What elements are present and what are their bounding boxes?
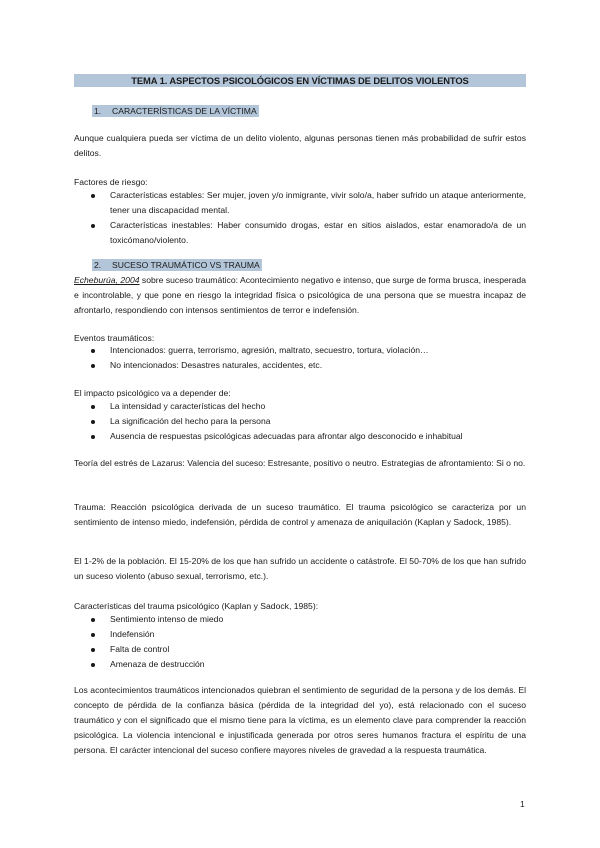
impact-list <box>74 399 526 444</box>
list-item: Ausencia de respuestas psicológicas adecuadas para afrontar algo desconocido e inhabitual <box>74 429 526 444</box>
list-item: Características inestables: Haber consumido drogas, estar en sitios aislados, estar enamorado/a de un toxicómano/violento. <box>74 218 526 248</box>
list-item: La intensidad y características del hecho <box>74 399 526 414</box>
bullet-icon <box>91 420 95 424</box>
events-list <box>74 343 526 373</box>
lazarus-theory: Teoría del estrés de Lazarus: Valencia del suceso: Estresante, positivo o neutro. Estrategias de afrontamiento: Si o no. <box>74 458 526 468</box>
list-item: Características estables: Ser mujer, joven y/o inmigrante, vivir solo/a, haber sufrido un ataque anteriormente, tener una discapacidad mental. <box>74 188 526 218</box>
author-citation: Echeburúa, 2004 <box>74 275 140 285</box>
bullet-icon <box>91 349 95 353</box>
bullet-icon <box>91 648 95 652</box>
list-item: La significación del hecho para la persona <box>74 414 526 429</box>
page-number: 1 <box>520 799 525 809</box>
bullet-icon <box>91 435 95 439</box>
document-title: TEMA 1. ASPECTOS PSICOLÓGICOS EN VÍCTIMAS DE DELITOS VIOLENTOS <box>74 74 526 87</box>
risk-factors-list <box>74 188 526 248</box>
list-item: Intencionados: guerra, terrorismo, agresión, maltrato, secuestro, tortura, violación… <box>74 343 526 358</box>
bullet-icon <box>91 224 95 228</box>
section-2-heading <box>92 259 262 272</box>
list-item: Amenaza de destrucción <box>74 657 526 672</box>
section-1-intro: Aunque cualquiera pueda ser víctima de un delito violento, algunas personas tienen más probabilidad de sufrir estos delitos. <box>74 133 526 158</box>
bullet-icon <box>91 618 95 622</box>
section-1-number: 1. <box>94 106 102 116</box>
trauma-characteristics-label: Características del trauma psicológico (Kaplan y Sadock, 1985): <box>74 601 319 611</box>
list-item: Falta de control <box>74 642 526 657</box>
list-item: Sentimiento intenso de miedo <box>74 612 526 627</box>
closing-paragraph: Los acontecimientos traumáticos intencionados quiebran el sentimiento de seguridad de la persona y de los demás. El concepto de pérdida de la confianza básica (pérdida de la integridad del yo), está relacionado con el suceso traumático y con el significado que el mismo tiene para la víctima, es un elemento clave para comprender la reacción psicológica. La violencia intencional e injustificada generada por otros seres humanos fractura el espíritu de una persona. El carácter intencional del suceso confiere mayores niveles de gravedad a la respuesta traumática. <box>74 685 526 755</box>
section-1-heading <box>92 105 259 118</box>
section-1-title: CARACTERÍSTICAS DE LA VÍCTIMA <box>112 106 257 116</box>
trauma-event-definition: Echeburúa, 2004 sobre suceso traumático: Acontecimiento negativo e intenso, que surge de forma brusca, inesperada e incontrolable, y que pone en riesgo la integridad física o psicológica de una persona que se muestra incapaz de afrontarlo, respondiendo con intensos sentimientos de terror e indefensión. <box>74 275 526 315</box>
risk-factors-label: Factores de riesgo: <box>74 177 148 187</box>
list-item: No intencionados: Desastres naturales, accidentes, etc. <box>74 358 526 373</box>
trauma-statistics: El 1-2% de la población. El 15-20% de los que han sufrido un accidente o catástrofe. El 50-70% de los que han sufrido un suceso violento (abuso sexual, terrorismo, etc.). <box>74 556 526 581</box>
bullet-icon <box>91 194 95 198</box>
bullet-icon <box>91 364 95 368</box>
bullet-icon <box>91 663 95 667</box>
list-item: Indefensión <box>74 627 526 642</box>
impact-label: El impacto psicológico va a depender de: <box>74 388 231 398</box>
section-2-title: SUCESO TRAUMÁTICO VS TRAUMA <box>112 260 260 270</box>
section-2-number: 2. <box>94 260 102 270</box>
events-label: Eventos traumáticos: <box>74 333 155 343</box>
trauma-definition: Trauma: Reacción psicológica derivada de un suceso traumático. El trauma psicológico se caracteriza por un sentimiento de intenso miedo, indefensión, pérdida de control y amenaza de aniquilación (Kaplan y Sadock, 1985). <box>74 502 526 527</box>
bullet-icon <box>91 405 95 409</box>
trauma-characteristics-list <box>74 612 526 672</box>
bullet-icon <box>91 633 95 637</box>
